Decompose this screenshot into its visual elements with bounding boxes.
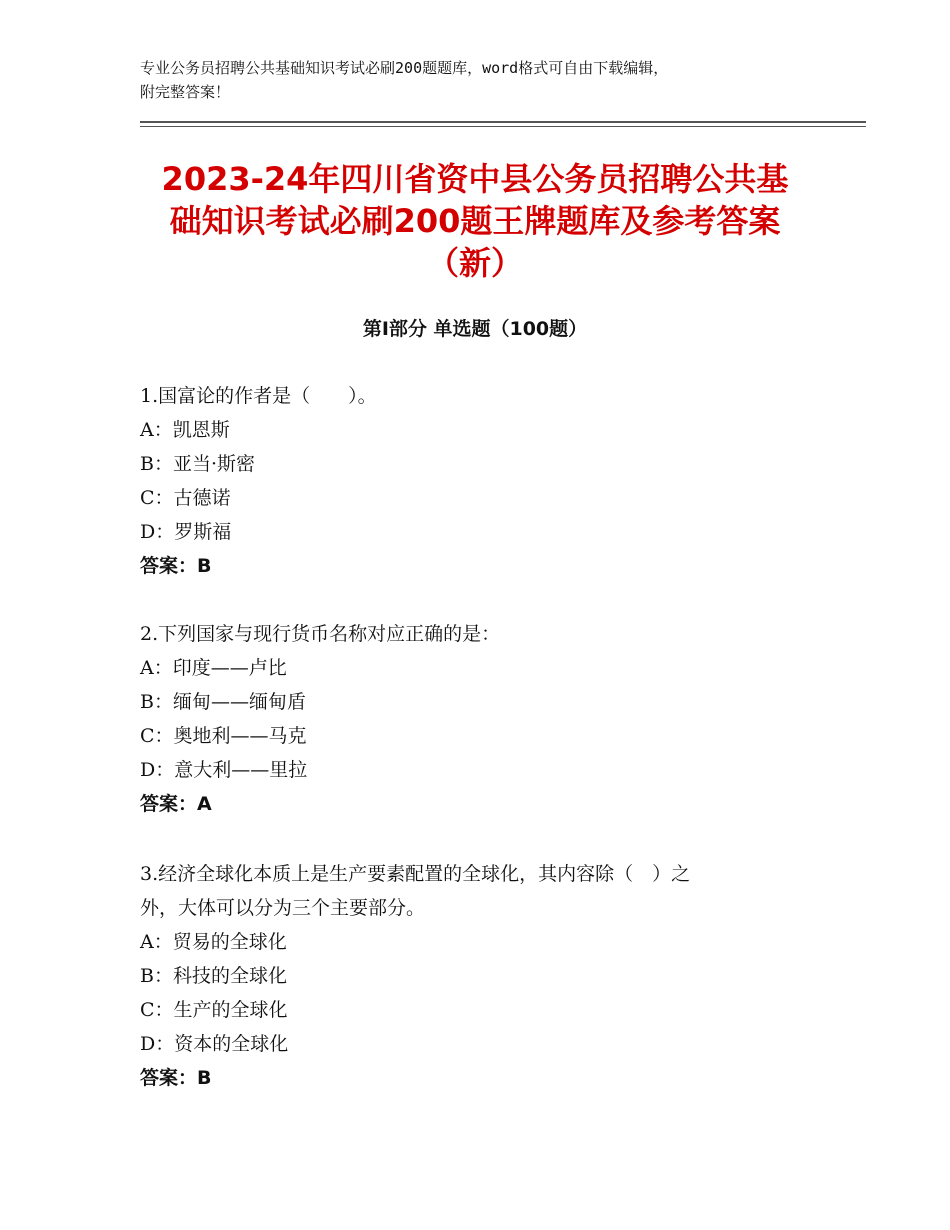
title-line: 础知识考试必刷200题王牌题库及参考答案	[169, 202, 781, 240]
option-d: D：罗斯福	[140, 521, 232, 543]
header-note-line: 附完整答案！	[140, 83, 231, 101]
option-b: B：科技的全球化	[140, 965, 287, 987]
header-note	[140, 56, 800, 104]
option-a: A：印度——卢比	[140, 657, 287, 679]
option-b: B：缅甸——缅甸盾	[140, 691, 306, 713]
option-c: C：古德诺	[140, 487, 231, 509]
option-b: B：亚当·斯密	[140, 453, 256, 475]
title-line: 2023-24年四川省资中县公务员招聘公共基	[161, 160, 789, 198]
section-heading: 第Ⅰ部分 单选题（100题）	[362, 318, 588, 340]
option-a: A：凯恩斯	[140, 419, 230, 441]
answer-key: 答案：B	[140, 555, 212, 577]
answer-key: 答案：A	[140, 793, 212, 815]
option-c: C：生产的全球化	[140, 999, 288, 1021]
document-title	[120, 158, 830, 284]
answer-key: 答案：B	[140, 1067, 212, 1089]
title-line: （新）	[426, 244, 523, 282]
question-stem-continued: 外，大体可以分为三个主要部分。	[140, 897, 426, 919]
question-stem: 1.国富论的作者是（ ）。	[140, 385, 377, 407]
question-item	[140, 857, 800, 1095]
question-item	[140, 379, 800, 583]
header-note-line: 专业公务员招聘公共基础知识考试必刷200题题库，word格式可自由下载编辑，	[140, 59, 669, 77]
header-divider	[140, 121, 866, 123]
header-divider	[140, 126, 866, 127]
option-c: C：奥地利——马克	[140, 725, 307, 747]
option-a: A：贸易的全球化	[140, 931, 287, 953]
question-item	[140, 617, 800, 821]
option-d: D：意大利——里拉	[140, 759, 308, 781]
question-stem: 3.经济全球化本质上是生产要素配置的全球化，其内容除（ ）之	[140, 863, 691, 885]
question-stem: 2.下列国家与现行货币名称对应正确的是：	[140, 623, 501, 645]
option-d: D：资本的全球化	[140, 1033, 289, 1055]
